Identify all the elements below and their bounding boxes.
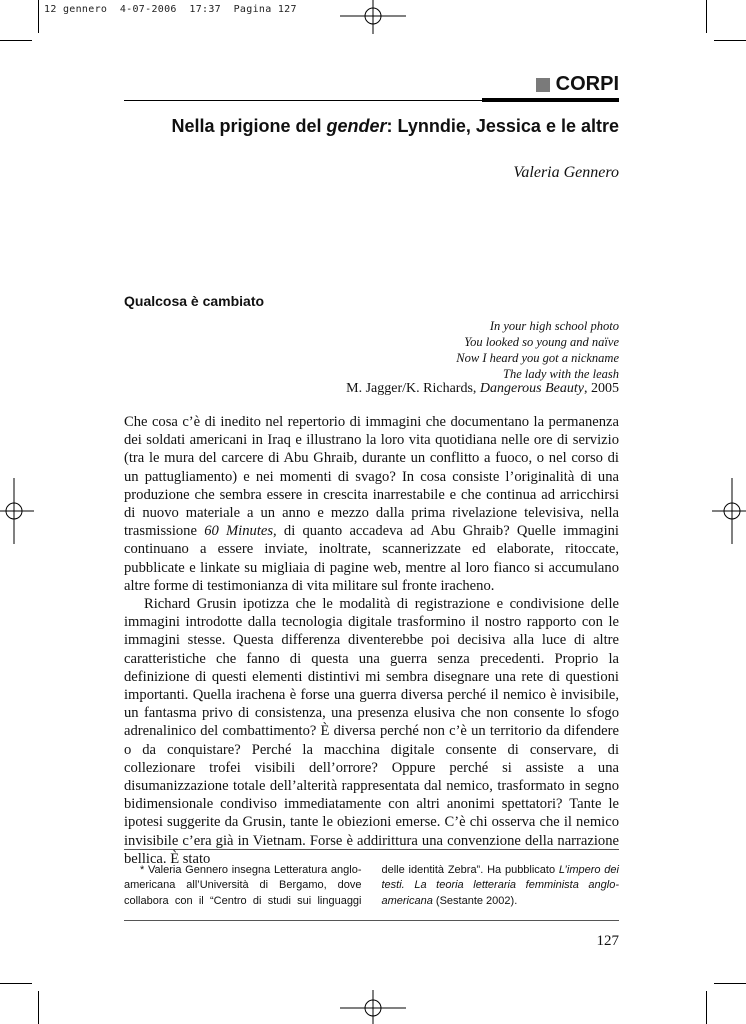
crop-mark: [706, 991, 707, 1024]
footnote-rule: [124, 849, 619, 850]
crop-mark: [706, 0, 707, 33]
title-part: : Lynndie, Jessica e le altre: [386, 116, 619, 136]
program-title: 60 Minutes: [204, 523, 274, 540]
citation-title: Dangerous Beauty: [479, 381, 584, 396]
article-author: Valeria Gennero: [513, 164, 619, 181]
paragraph-text: Che cosa c’è di inedito nel repertorio di immagini che documentano la permanenza dei soldati americani in Iraq e illustrano la loro vita quotidiana nelle ore di servizio (tra le mura del carcere di Abu Ghraib, durante un conflitto a fuoco, o nel corso di un pattugliamento) e nei momenti di svago? In cosa consiste l’originalità di una produzione che sembra essere in crescita inarrestabile e che continua ad arricchirsi di nuovo materiale a un anno e mezzo dalla prima rivelazione televisiva, nella trasmissione: [124, 414, 619, 540]
paragraph-text: , di quanto accadeva ad Abu Ghraib? Quelle immagini continuano a essere inviate, inoltrate, scannerizzate ed elaborate, ritoccate, pubblicate e linkate su migliaia di pagine web, mentre al loro fianco si accumulano altre forme di testimonianza di vita militare sul fronte iracheno.: [124, 523, 619, 594]
section-label-text: CORPI: [555, 73, 619, 95]
crop-mark: [0, 983, 32, 984]
epigraph-line: You looked so young and naïve: [464, 335, 619, 349]
epigraph-citation: [346, 381, 619, 397]
paragraph: [124, 413, 619, 595]
section-label: [536, 73, 619, 96]
crop-mark: [38, 991, 39, 1024]
footnote-book-title: L’impero dei testi. La teoria letteraria femminista anglo-americana: [381, 864, 619, 907]
footer-rule: [124, 920, 619, 921]
registration-mark-bottom: [340, 990, 406, 1024]
registration-mark-right: [712, 478, 746, 544]
section-square-icon: [536, 78, 550, 92]
article-title: [172, 116, 620, 137]
crop-mark: [714, 983, 746, 984]
title-emphasis: gender: [326, 116, 387, 136]
section-rule-accent: [482, 98, 619, 102]
footnote: [124, 863, 619, 909]
footnote-part: (Sestante 2002).: [432, 894, 518, 907]
section-subheading: Qualcosa è cambiato: [124, 293, 265, 309]
registration-mark-left: [0, 478, 34, 544]
footnote-text: [124, 863, 619, 909]
paragraph: Richard Grusin ipotizza che le modalità di registrazione e condivisione delle immagini introdotte dalla tecnologia digitale trasformino il nostro rapporto con le immagini stesse. Questa differenza diventerebbe poi decisiva alla luce di altre caratteristiche che fanno di questa una guerra senza precedenti. Proprio la definizione di questi elementi distintivi mi sembra disegnare una rete di questioni importanti. Quella irachena è forse una guerra diversa perché il nemico è invisibile, un fantasma privo di consistenza, una presenza elusiva che non consente lo sfogo adrenalinico del combattimento? È diversa perché non c’è un territorio da difendere o da conquistare? Perché la macchina digitale consente di conservare, di collezionare trofei visibili dell’orrore? Oppure perché si assiste a una disumanizzazione totale dell’alterità rappresentata dal nemico, trasformato in segno bidimensionale condiviso immediatamente con altri anonimi spettatori? Tante le ipotesi suggerite da Grusin, tante le obiezioni emerse. C’è chi osserva che il nemico invisibile c’era già in Vietnam. Forse è addirittura una convenzione della narrazione bellica. È stato: [124, 596, 619, 867]
citation-year: , 2005: [584, 381, 619, 396]
crop-mark: [38, 0, 39, 33]
epigraph-line: In your high school photo: [489, 319, 619, 333]
title-part: Nella prigione del: [171, 116, 327, 136]
crop-mark: [0, 40, 32, 41]
epigraph-line: The lady with the leash: [503, 367, 619, 381]
page-number: 127: [596, 933, 619, 949]
citation-author: M. Jagger/K. Richards,: [346, 381, 480, 396]
body-text: [124, 413, 619, 868]
epigraph-line: Now I heard you got a nickname: [456, 351, 619, 365]
footnote-part: * Valeria Gennero insegna Letteratura anglo-americana all’Università di Bergamo, dove collabora con il “Centro di studi sui linguaggi delle identità Zebra”. Ha pubblicato: [124, 864, 559, 907]
epigraph: [456, 318, 619, 382]
registration-mark-top: [340, 0, 406, 34]
printer-slug: 12 gennero 4-07-2006 17:37 Pagina 127: [44, 4, 297, 15]
crop-mark: [714, 40, 746, 41]
